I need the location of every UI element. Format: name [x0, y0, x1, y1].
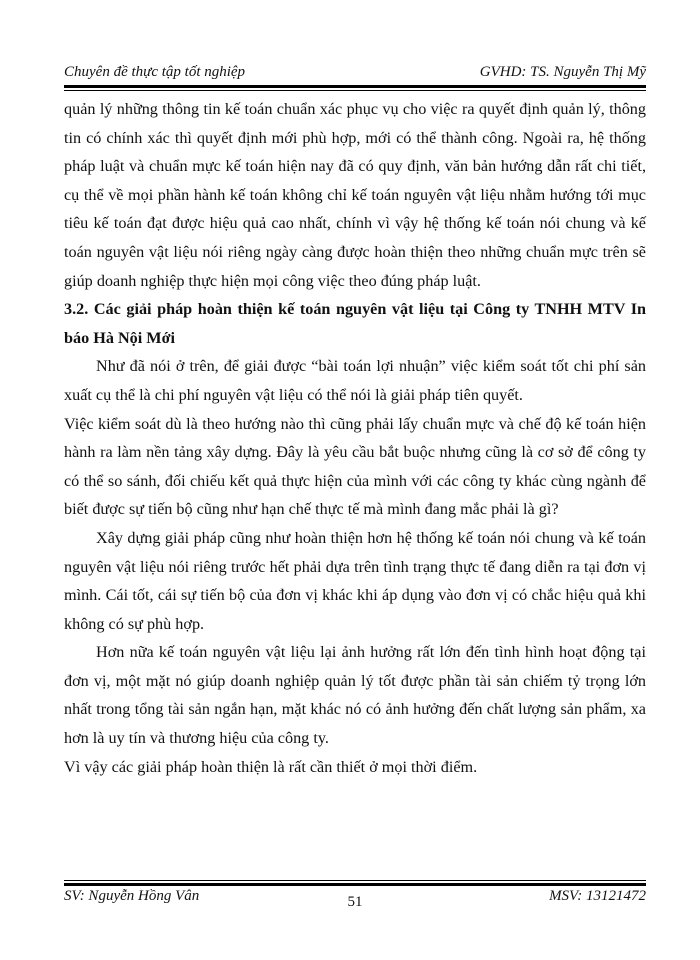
page-footer: [64, 884, 646, 912]
paragraph-5: Hơn nữa kế toán nguyên vật liệu lại ảnh hưởng rất lớn đến tình hình hoạt động tại đơn vị, một mặt nó giúp doanh nghiệp quản lý tốt được phần tài sản chiếm tỷ trọng lớn nhất trong tổng tài sản ngắn hạn, mặt khác nó có ảnh hưởng đến chất lượng sản phẩm, xa hơn là uy tín và thương hiệu của công ty.: [64, 643, 646, 748]
header-rule-thin: [64, 90, 646, 91]
page-header: [64, 60, 646, 84]
paragraph-3: Việc kiểm soát dù là theo hướng nào thì cũng phải lấy chuẩn mực và chế độ kế toán hiện hành ra làm nền tảng xây dựng. Đây là yêu cầu bắt buộc nhưng cũng là cơ sở để công ty có thể so sánh, đối chiếu kết quả thực hiện của mình với các công ty khác cùng ngành để biết được sự tiến bộ cũng như hạn chế thực tế mà mình đang mắc phải là gì?: [64, 414, 646, 519]
header-rule-thick: [64, 85, 646, 88]
footer-student-id: MSV: 13121472: [549, 888, 646, 904]
paragraph-1: quản lý những thông tin kế toán chuẩn xác phục vụ cho việc ra quyết định quản lý, thông tin có chính xác thì quyết định mới phù hợp, mới có thể thành công. Ngoài ra, hệ thống pháp luật và chuẩn mực kế toán hiện nay đã có quy định, văn bản hướng dẫn rất chi tiết, cụ thể về mọi phần hành kế toán không chỉ kế toán nguyên vật liệu nhằm hướng tới mục tiêu kế toán đạt được hiệu quả cao nhất, chính vì vậy hệ thống kế toán nói chung và kế toán nguyên vật liệu nói riêng ngày càng được hoàn thiện theo những chuẩn mực trên sẽ giúp doanh nghiệp thực hiện mọi công việc theo đúng pháp luật.: [64, 100, 646, 290]
paragraph-2: Như đã nói ở trên, để giải được “bài toán lợi nhuận” việc kiểm soát tốt chi phí sản xuất cụ thể là chi phí nguyên vật liệu có thể nói là giải pháp tiên quyết.: [64, 357, 646, 404]
header-advisor: GVHD: TS. Nguyễn Thị Mỹ: [479, 64, 646, 80]
footer-student: SV: Nguyễn Hồng Vân: [64, 888, 200, 904]
page-number: 51: [347, 894, 363, 910]
header-title: Chuyên đề thực tập tốt nghiệp: [64, 64, 246, 80]
paragraph-6: Vì vậy các giải pháp hoàn thiện là rất cần thiết ở mọi thời điểm.: [64, 757, 478, 776]
section-heading: 3.2. Các giải pháp hoàn thiện kế toán nguyên vật liệu tại Công ty TNHH MTV In báo Hà Nội Mới: [64, 300, 646, 347]
paragraph-4: Xây dựng giải pháp cũng như hoàn thiện hơn hệ thống kế toán nói chung và kế toán nguyên vật liệu nói riêng trước hết phải dựa trên tình trạng thực tế đang diễn ra tại đơn vị mình. Cái tốt, cái sự tiến bộ của đơn vị khác khi áp dụng vào đơn vị có chắc hiệu quả khi không có sự phù hợp.: [64, 528, 646, 633]
page-body: [64, 95, 646, 781]
footer-rule-thin: [64, 880, 646, 881]
